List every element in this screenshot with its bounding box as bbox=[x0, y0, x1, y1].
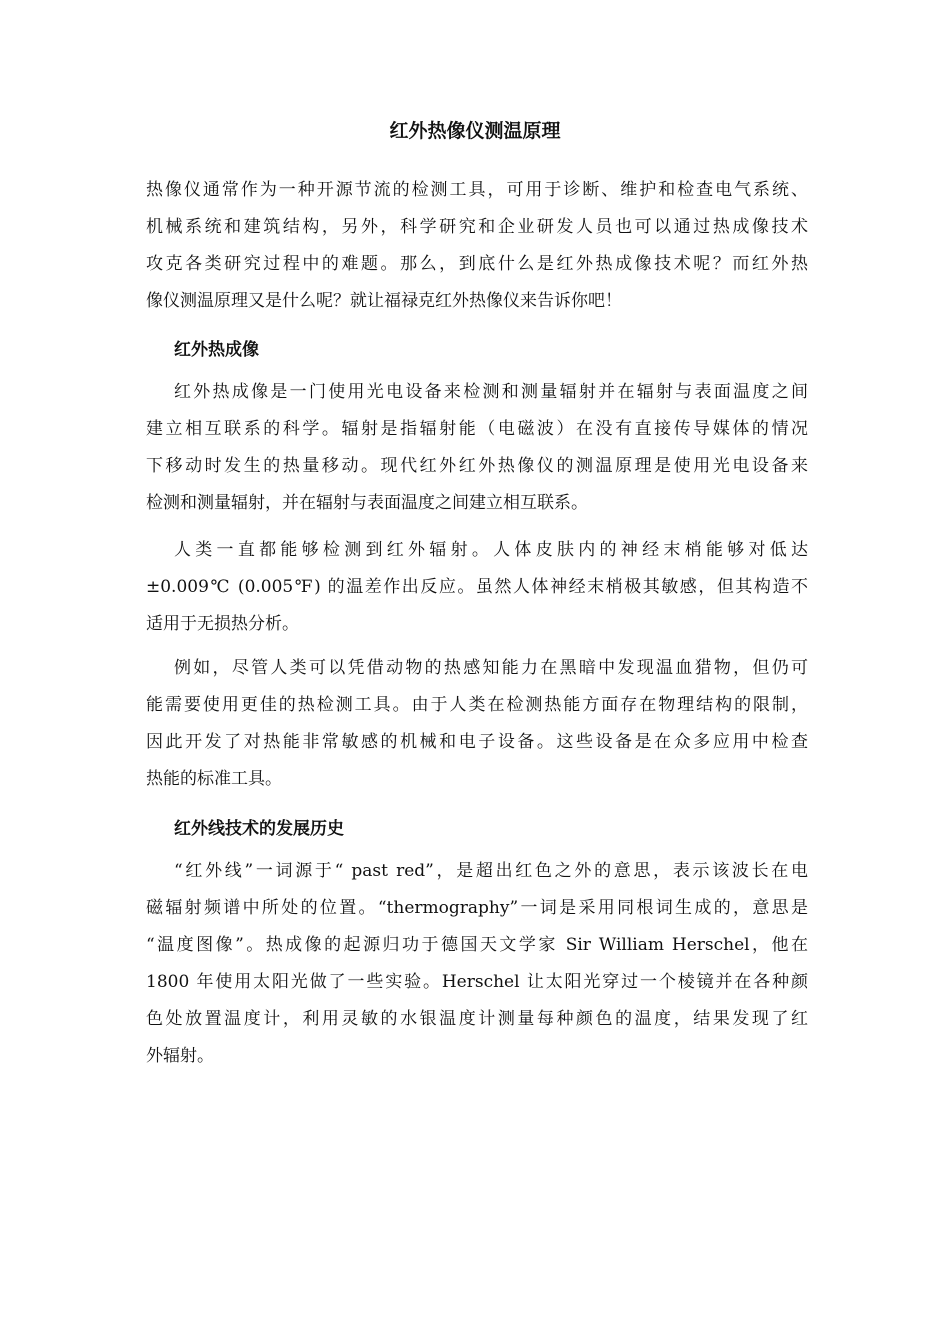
text-line: 例如，尽管人类可以凭借动物的热感知能力在黑暗中发现温血猎物，但仍可 bbox=[174, 658, 808, 678]
text-line: 机械系统和建筑结构，另外，科学研究和企业研发人员也可以通过热成像技术 bbox=[146, 217, 808, 237]
text-line: 热像仪通常作为一种开源节流的检测工具，可用于诊断、维护和检查电气系统、 bbox=[146, 180, 808, 200]
intro-paragraph bbox=[146, 172, 808, 320]
text-line: 热能的标准工具。 bbox=[146, 769, 282, 789]
section2-paragraph-1 bbox=[146, 853, 808, 1075]
text-line: 1800 年使用太阳光做了一些实验。Herschel 让太阳光穿过一个棱镜并在各种颜 bbox=[146, 972, 808, 992]
text-line: 攻克各类研究过程中的难题。那么，到底什么是红外热成像技术呢？而红外热 bbox=[146, 254, 808, 274]
text-line: 色处放置温度计，利用灵敏的水银温度计测量每种颜色的温度，结果发现了红 bbox=[146, 1009, 808, 1029]
text-line: 检测和测量辐射，并在辐射与表面温度之间建立相互联系。 bbox=[146, 493, 588, 513]
text-line: 像仪测温原理又是什么呢？就让福禄克红外热像仪来告诉你吧！ bbox=[146, 291, 622, 311]
section-heading-infrared-history: 红外线技术的发展历史 bbox=[174, 819, 344, 839]
section1-paragraph-1 bbox=[146, 374, 808, 522]
text-line: 建立相互联系的科学。辐射是指辐射能（电磁波）在没有直接传导媒体的情况 bbox=[146, 419, 808, 439]
text-line: 适用于无损热分析。 bbox=[146, 614, 299, 634]
document-title: 红外热像仪测温原理 bbox=[389, 120, 561, 142]
text-line: “温度图像”。热成像的起源归功于德国天文学家 Sir William Herschel，他在 bbox=[146, 935, 808, 955]
text-line: 人类一直都能够检测到红外辐射。人体皮肤内的神经末梢能够对低达 bbox=[174, 540, 808, 560]
text-line: 因此开发了对热能非常敏感的机械和电子设备。这些设备是在众多应用中检查 bbox=[146, 732, 808, 752]
text-line: 外辐射。 bbox=[146, 1046, 214, 1066]
text-line: ±0.009℃ (0.005℉) 的温差作出反应。虽然人体神经末梢极其敏感，但其构造不 bbox=[146, 577, 808, 597]
section1-paragraph-2 bbox=[146, 532, 808, 643]
section-heading-infrared-imaging: 红外热成像 bbox=[174, 340, 259, 360]
text-line: “红外线”一词源于“ past red”，是超出红色之外的意思，表示该波长在电 bbox=[174, 861, 808, 881]
text-line: 红外热成像是一门使用光电设备来检测和测量辐射并在辐射与表面温度之间 bbox=[174, 382, 808, 402]
text-line: 能需要使用更佳的热检测工具。由于人类在检测热能方面存在物理结构的限制， bbox=[146, 695, 808, 715]
section1-paragraph-3 bbox=[146, 650, 808, 798]
text-line: 磁辐射频谱中所处的位置。“thermography”一词是采用同根词生成的，意思是 bbox=[146, 898, 808, 918]
text-line: 下移动时发生的热量移动。现代红外红外热像仪的测温原理是使用光电设备来 bbox=[146, 456, 808, 476]
